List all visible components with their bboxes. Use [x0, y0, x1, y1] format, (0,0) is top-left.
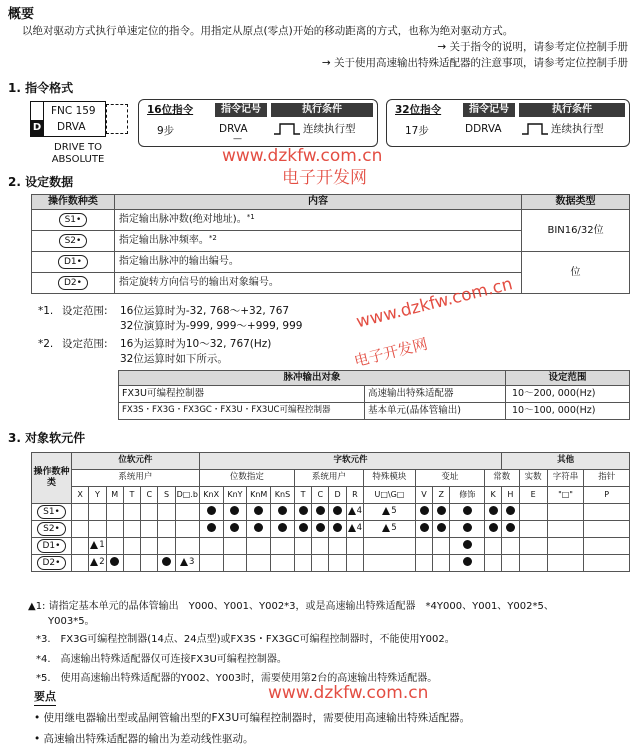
device-mark-cell — [294, 555, 311, 572]
device-mark-cell — [199, 538, 223, 555]
conditional-triangle-icon — [382, 524, 390, 532]
device-mark-cell — [294, 521, 311, 538]
device-mark-cell — [547, 521, 584, 538]
device-mark-cell — [106, 555, 123, 572]
device-col-header: Y — [89, 487, 106, 504]
supported-dot-icon — [506, 506, 515, 515]
device-mark-cell — [502, 521, 519, 538]
device-mark-cell — [141, 504, 158, 521]
device-mark-cell — [433, 538, 450, 555]
operand-s2: S2• — [37, 522, 66, 536]
device-mark-cell — [123, 538, 140, 555]
d-prefix-badge: D — [31, 120, 43, 136]
continuous-execution-icon — [274, 122, 300, 136]
note-5: *5. 使用高速输出特殊适配器的Y002、Y003时，需要使用第2台的高速输出特殊适配器。 — [36, 673, 438, 684]
device-mark-cell — [433, 521, 450, 538]
supported-dot-icon — [420, 506, 429, 515]
format-heading: 1. 指令格式 — [8, 81, 74, 95]
row-content: 指定输出脉冲数(绝对地址)。 — [118, 214, 247, 226]
device-col-header: T — [294, 487, 311, 504]
device-mark-cell — [329, 504, 346, 521]
device-mark-cell — [123, 555, 140, 572]
device-col-header: H — [502, 487, 519, 504]
device-col-header: "□" — [547, 487, 584, 504]
device-col-header: Z — [433, 487, 450, 504]
device-mark-cell — [199, 555, 223, 572]
device-mark-cell — [271, 555, 295, 572]
col-output-target: 脉冲输出对象 — [119, 371, 506, 386]
panel-16bit-condition-header: 执行条件 — [271, 103, 373, 117]
triangle-note-number: 4 — [356, 523, 363, 534]
device-mark-cell — [502, 538, 519, 555]
panel-32bit-condition: 连续执行型 — [551, 123, 604, 135]
device-mark-cell — [364, 538, 416, 555]
supported-dot-icon — [489, 506, 498, 515]
supported-dot-icon — [278, 523, 287, 532]
device-mark-cell — [433, 504, 450, 521]
device-mark-cell — [247, 538, 271, 555]
row-content: 指定输出脉冲的输出编号。 — [114, 252, 521, 273]
device-mark-cell — [584, 521, 630, 538]
note-4: *4. 高速输出特殊适配器仅可连接FX3U可编程控制器。 — [36, 654, 287, 665]
fnc-mnemonic: DRVA — [57, 121, 86, 133]
panel-16bit-title: 16位指令 — [147, 104, 194, 116]
device-mark-cell — [247, 521, 271, 538]
panel-32bit — [386, 99, 630, 147]
operand-d2: D2• — [58, 276, 88, 290]
point-item-text: 高速输出特殊适配器的输出为差动线性驱动。 — [43, 733, 254, 745]
device-mark-cell — [485, 538, 502, 555]
device-mark-cell — [89, 555, 106, 572]
device-col-header: M — [106, 487, 123, 504]
panel-16bit — [138, 99, 378, 147]
fnc-caption-line1: DRIVE TO — [54, 142, 102, 153]
device-mark-cell — [450, 555, 485, 572]
supported-dot-icon — [254, 523, 263, 532]
device-mark-cell — [519, 504, 547, 521]
conditional-triangle-icon — [90, 558, 98, 566]
supported-dot-icon — [463, 540, 472, 549]
supported-dot-icon — [230, 506, 239, 515]
device-mark-cell — [199, 521, 223, 538]
device-mark-cell — [415, 521, 432, 538]
watermark-url-rotated: www.dzkfw.com.cn — [354, 274, 515, 333]
col-datatype: 数据类型 — [522, 195, 630, 210]
device-mark-cell — [175, 538, 199, 555]
device-mark-cell — [415, 555, 432, 572]
sub-real: 实数 — [519, 470, 547, 487]
device-mark-cell — [547, 504, 584, 521]
device-mark-cell — [364, 504, 416, 521]
group-word-devices: 字软元件 — [199, 453, 501, 470]
device-mark-cell — [106, 504, 123, 521]
supported-dot-icon — [437, 523, 446, 532]
supported-dot-icon — [254, 506, 263, 515]
row-content: 指定输出脉冲频率。 — [118, 235, 209, 247]
overview-text: 以绝对驱动方式执行单速定位的指令。用指定从原点(零点)开始的移动距离的方式，也称为绝对驱动方式。 — [22, 25, 514, 37]
device-col-header: U□\G□ — [364, 487, 416, 504]
sub-system-user-word: 系统用户 — [294, 470, 363, 487]
device-col-header: T — [123, 487, 140, 504]
device-mark-cell — [223, 538, 247, 555]
col-operand: 操作数种类 — [32, 195, 115, 210]
device-mark-cell — [141, 538, 158, 555]
fnc-number: FNC 159 — [51, 105, 96, 117]
triangle-note-number: 1 — [99, 540, 105, 551]
device-mark-cell — [247, 504, 271, 521]
panel-16bit-dash: — — [233, 134, 242, 144]
device-mark-cell — [89, 538, 106, 555]
device-mark-cell — [433, 555, 450, 572]
device-mark-cell — [223, 521, 247, 538]
device-mark-cell — [519, 521, 547, 538]
settings-heading: 2. 设定数据 — [8, 175, 74, 189]
col-content: 内容 — [114, 195, 521, 210]
device-mark-cell — [294, 538, 311, 555]
manual-reference-2[interactable]: → 关于使用高速输出特殊适配器的注意事项，请参考定位控制手册 — [321, 57, 628, 69]
device-mark-cell — [450, 521, 485, 538]
table-row — [32, 252, 630, 273]
device-mark-cell — [312, 555, 329, 572]
device-mark-cell — [502, 555, 519, 572]
table-row — [32, 555, 630, 572]
sub-string: 字符串 — [547, 470, 584, 487]
watermark-name-rotated: 电子开发网 — [352, 334, 430, 371]
range-target: 高速输出特殊适配器 — [365, 386, 506, 403]
supported-dot-icon — [463, 523, 472, 532]
supported-dot-icon — [489, 523, 498, 532]
device-mark-cell — [584, 504, 630, 521]
supported-dot-icon — [437, 506, 446, 515]
device-mark-cell — [175, 504, 199, 521]
row-content: 指定旋转方向信号的输出对象编号。 — [114, 273, 521, 294]
device-mark-cell — [415, 504, 432, 521]
device-mark-cell — [346, 504, 363, 521]
datatype-bin: BIN16/32位 — [522, 210, 630, 252]
sub-digit-spec: 位数指定 — [199, 470, 294, 487]
supported-dot-icon — [420, 523, 429, 532]
point-item: • 高速输出特殊适配器的输出为差动线性驱动。 — [34, 733, 254, 745]
device-col-header: S — [158, 487, 175, 504]
conditional-triangle-icon — [180, 558, 188, 566]
device-col-header: D — [329, 487, 346, 504]
device-col-header: KnY — [223, 487, 247, 504]
device-col-header: D□.b — [175, 487, 199, 504]
device-mark-cell — [450, 538, 485, 555]
note2-range32: 32位运算时如下所示。 — [120, 353, 228, 365]
range-target: 基本单元(晶体管输出) — [365, 403, 506, 420]
point-item: • 使用继电器输出型或晶闸管输出型的FX3U可编程控制器时，需要使用高速输出特殊适配器。 — [34, 712, 471, 724]
device-mark-cell — [329, 555, 346, 572]
device-mark-cell — [364, 521, 416, 538]
triangle-note-number: 5 — [391, 506, 397, 517]
device-mark-cell — [158, 521, 175, 538]
device-col-header: 修饰 — [450, 487, 485, 504]
sub-special-module: 特殊模块 — [364, 470, 416, 487]
note2-range16: 16为运算时为10～32, 767(Hz) — [120, 338, 272, 350]
supported-dot-icon — [316, 506, 325, 515]
range-value: 10～200, 000(Hz) — [506, 386, 630, 403]
operand-s1: S1• — [37, 505, 66, 519]
note-triangle-1-cont: Y003*5。 — [48, 616, 95, 627]
device-col-header: C — [141, 487, 158, 504]
device-mark-cell — [71, 521, 88, 538]
watermark-url-bottom: www.dzkfw.com.cn — [268, 683, 429, 703]
supported-dot-icon — [316, 523, 325, 532]
panel-16bit-symbol-header: 指令记号 — [215, 103, 267, 117]
note1-label: *1. — [38, 305, 54, 317]
watermark-name: 电子开发网 — [282, 168, 367, 188]
range-table — [118, 370, 630, 420]
datatype-bit: 位 — [522, 252, 630, 294]
device-mark-cell — [312, 504, 329, 521]
panel-16bit-symbol: DRVA — [219, 123, 248, 135]
operand-s1: S1• — [59, 213, 88, 227]
device-mark-cell — [519, 538, 547, 555]
device-col-header: KnX — [199, 487, 223, 504]
triangle-note-number: 4 — [356, 506, 363, 517]
footnote-ref: *1 — [246, 213, 255, 222]
devices-heading: 3. 对象软元件 — [8, 431, 86, 445]
device-table — [31, 452, 630, 572]
device-mark-cell — [199, 504, 223, 521]
range-value: 10～100, 000(Hz) — [506, 403, 630, 420]
device-mark-cell — [485, 504, 502, 521]
panel-16bit-steps: 9步 — [157, 125, 175, 137]
device-mark-cell — [175, 555, 199, 572]
device-mark-cell — [312, 538, 329, 555]
panel-32bit-title: 32位指令 — [395, 104, 442, 116]
supported-dot-icon — [299, 506, 308, 515]
device-mark-cell — [294, 504, 311, 521]
supported-dot-icon — [333, 506, 342, 515]
device-col-header: R — [346, 487, 363, 504]
supported-dot-icon — [110, 557, 119, 566]
settings-table — [31, 194, 630, 294]
sub-index: 变址 — [415, 470, 484, 487]
device-col-header: K — [485, 487, 502, 504]
range-plc: FX3U可编程控制器 — [119, 386, 365, 403]
table-row — [119, 386, 630, 403]
device-col-header: V — [415, 487, 432, 504]
table-row — [32, 210, 630, 231]
device-mark-cell — [247, 555, 271, 572]
operand-d1: D1• — [37, 539, 67, 553]
device-mark-cell — [450, 504, 485, 521]
device-mark-cell — [485, 521, 502, 538]
device-mark-cell — [175, 521, 199, 538]
sub-system-user: 系统用户 — [71, 470, 199, 487]
device-mark-cell — [106, 521, 123, 538]
table-row — [32, 538, 630, 555]
device-col-header: P — [584, 487, 630, 504]
range-plc: FX3S・FX3G・FX3GC・FX3U・FX3UC可编程控制器 — [119, 403, 365, 420]
device-mark-cell — [71, 538, 88, 555]
watermark-url: www.dzkfw.com.cn — [222, 146, 383, 166]
note2-title: 设定范围: — [62, 338, 108, 350]
device-mark-cell — [158, 504, 175, 521]
device-mark-cell — [89, 504, 106, 521]
panel-16bit-condition: 连续执行型 — [303, 123, 356, 135]
device-col-header: KnS — [271, 487, 295, 504]
supported-dot-icon — [333, 523, 342, 532]
supported-dot-icon — [207, 523, 216, 532]
device-mark-cell — [271, 504, 295, 521]
device-mark-cell — [502, 504, 519, 521]
device-mark-cell — [584, 538, 630, 555]
corner-header: 操作数种类 — [32, 453, 72, 504]
note1-range32: 32位演算时为-999, 999～+999, 999 — [120, 320, 303, 332]
footnote-ref: *2 — [208, 234, 217, 243]
group-other: 其他 — [502, 453, 630, 470]
device-mark-cell — [141, 555, 158, 572]
device-col-header: X — [71, 487, 88, 504]
triangle-note-number: 5 — [391, 523, 397, 534]
device-col-header: C — [312, 487, 329, 504]
supported-dot-icon — [506, 523, 515, 532]
panel-32bit-symbol-header: 指令记号 — [463, 103, 515, 117]
note-triangle-1: ▲1: 请指定基本单元的晶体管输出 Y000、Y001、Y002*3，或是高速输出特殊适配器 *4Y000、Y001、Y002*5、 — [28, 601, 554, 612]
operand-s2: S2• — [59, 234, 88, 248]
supported-dot-icon — [162, 557, 171, 566]
operand-placeholder-box — [106, 104, 128, 134]
supported-dot-icon — [299, 523, 308, 532]
operand-d1: D1• — [58, 255, 88, 269]
note-3: *3. FX3G可编程控制器(14点、24点型)或FX3S・FX3GC可编程控制器时，不能使用Y002。 — [36, 634, 455, 645]
device-mark-cell — [485, 555, 502, 572]
supported-dot-icon — [278, 506, 287, 515]
device-mark-cell — [106, 538, 123, 555]
device-mark-cell — [346, 555, 363, 572]
supported-dot-icon — [230, 523, 239, 532]
device-mark-cell — [158, 538, 175, 555]
sub-constant: 常数 — [485, 470, 520, 487]
table-row — [119, 403, 630, 420]
conditional-triangle-icon — [382, 507, 390, 515]
device-col-header: KnM — [247, 487, 271, 504]
device-column-row — [32, 487, 630, 504]
table-row — [32, 504, 630, 521]
device-mark-cell — [519, 555, 547, 572]
supported-dot-icon — [207, 506, 216, 515]
conditional-triangle-icon — [90, 541, 98, 549]
panel-32bit-condition-header: 执行条件 — [519, 103, 625, 117]
manual-reference-1[interactable]: → 关于指令的说明，请参考定位控制手册 — [437, 41, 628, 53]
panel-32bit-steps: 17步 — [405, 125, 429, 137]
device-mark-cell — [312, 521, 329, 538]
overview-heading: 概要 — [8, 7, 35, 22]
device-mark-cell — [141, 521, 158, 538]
device-mark-cell — [271, 538, 295, 555]
device-mark-cell — [223, 504, 247, 521]
device-mark-cell — [158, 555, 175, 572]
sub-pointer: 指针 — [584, 470, 630, 487]
device-mark-cell — [346, 538, 363, 555]
device-mark-cell — [123, 521, 140, 538]
operand-d2: D2• — [37, 556, 67, 570]
device-mark-cell — [584, 555, 630, 572]
device-mark-cell — [547, 555, 584, 572]
note1-title: 设定范围: — [62, 305, 108, 317]
fnc-caption-line2: ABSOLUTE — [51, 154, 105, 165]
triangle-note-number: 2 — [99, 557, 105, 568]
device-mark-cell — [329, 521, 346, 538]
device-mark-cell — [346, 521, 363, 538]
note1-range16: 16位运算时为-32, 768～+32, 767 — [120, 305, 290, 317]
points-heading: 要点 — [34, 690, 56, 706]
device-mark-cell — [123, 504, 140, 521]
device-mark-cell — [223, 555, 247, 572]
device-mark-cell — [364, 555, 416, 572]
table-row — [32, 521, 630, 538]
panel-32bit-symbol: DDRVA — [465, 123, 502, 135]
supported-dot-icon — [463, 557, 472, 566]
supported-dot-icon — [463, 506, 472, 515]
device-mark-cell — [271, 521, 295, 538]
device-mark-cell — [71, 555, 88, 572]
col-range: 设定范围 — [506, 371, 630, 386]
device-mark-cell — [415, 538, 432, 555]
device-mark-cell — [89, 521, 106, 538]
device-mark-cell — [329, 538, 346, 555]
group-bit-devices: 位软元件 — [71, 453, 199, 470]
triangle-note-number: 3 — [189, 557, 195, 568]
point-item-text: 使用继电器输出型或晶闸管输出型的FX3U可编程控制器时，需要使用高速输出特殊适配器。 — [43, 712, 471, 724]
device-col-header: E — [519, 487, 547, 504]
note2-label: *2. — [38, 338, 54, 350]
continuous-execution-icon — [522, 122, 548, 136]
conditional-triangle-icon — [348, 524, 356, 532]
conditional-triangle-icon — [348, 507, 356, 515]
device-mark-cell — [71, 504, 88, 521]
device-mark-cell — [547, 538, 584, 555]
